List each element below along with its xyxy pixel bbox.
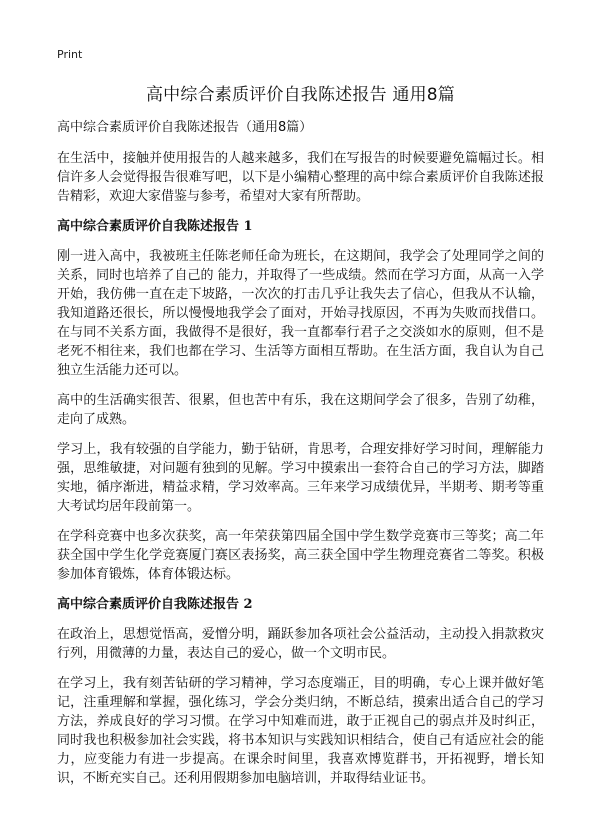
section-2 bbox=[57, 595, 544, 788]
section-heading: 高中综合素质评价自我陈述报告 2 bbox=[57, 597, 253, 612]
section-1 bbox=[57, 217, 544, 584]
document-subtitle: 高中综合素质评价自我陈述报告（通用8篇） bbox=[57, 120, 313, 135]
page-title: 高中综合素质评价自我陈述报告 通用8篇 bbox=[145, 85, 456, 105]
print-link[interactable]: Print bbox=[57, 48, 83, 61]
intro-paragraph: 在生活中，接触并使用报告的人越来越多，我们在写报告的时候要避免篇幅过长。相信许多人会觉得报告很难写吧，以下是小编精心整理的高中综合素质评价自我陈述报告精彩，欢迎大家借鉴与参考，希望对大家有所帮助。 bbox=[57, 151, 544, 204]
document-body bbox=[57, 118, 544, 799]
section-paragraph: 在政治上，思想觉悟高，爱憎分明，踊跃参加各项社会公益活动，主动投入捐款救灾行列，用微薄的力量，表达自己的爱心，做一个文明市民。 bbox=[57, 627, 544, 661]
section-paragraph: 在学习上，我有刻苦钻研的学习精神，学习态度端正，目的明确，专心上课并做好笔记，注重理解和掌握，强化练习，学会分类归纳，不断总结，摸索出适合自己的学习方法，养成良好的学习习惯。在学习中知难而进，敢于正视自己的弱点并及时纠正，同时我也积极参加社会实践，将书本知识与实践知识相结合，使自己有适应社会的能力，应变能力有进一步提高。在课余时间里，我喜欢博览群书，开拓视野，增长知识，不断充实自己。还利用假期参加电脑培训，并取得结业证书。 bbox=[57, 676, 544, 786]
section-heading: 高中综合素质评价自我陈述报告 1 bbox=[57, 219, 253, 234]
section-paragraph: 刚一进入高中，我被班主任陈老师任命为班长，在这期间，我学会了处理同学之间的关系，同时也培养了自己的 能力，并取得了一些成绩。然而在学习方面，从高一入学开始，我仿佛一直在走下坡路，一次次的打击几乎让我失去了信心，但我从不认输，我知道路还很长，所以慢慢地我学会了面对，开始寻找原因，不再为失败而找借口。在与同不关系方面，我做得不是很好，我一直都奉行君子之交淡如水的原则，但不是老死不相往来，我们也都在学习、生活等方面相互帮助。在生活方面，我自认为自己独立生活能力还可以。 bbox=[57, 249, 544, 378]
section-paragraph: 学习上，我有较强的自学能力，勤于钻研，肯思考，合理安排好学习时间，理解能力强，思维敏捷，对问题有独到的见解。学习中摸索出一套符合自己的学习方法，脚踏实地，循序渐进，精益求精，学习效率高。三年来学习成绩优异，半期考、期考等重大考试均居年段前第一。 bbox=[57, 442, 544, 514]
section-paragraph: 在学科竞赛中也多次获奖，高一年荣获第四届全国中学生数学竞赛市三等奖；高二年获全国中学生化学竞赛厦门赛区表扬奖，高三获全国中学生物理竞赛省二等奖。积极参加体育锻炼，体育体锻达标。 bbox=[57, 529, 544, 582]
section-paragraph: 高中的生活确实很苦、很累，但也苦中有乐，我在这期间学会了很多，告别了幼稚，走向了成熟。 bbox=[57, 393, 544, 427]
